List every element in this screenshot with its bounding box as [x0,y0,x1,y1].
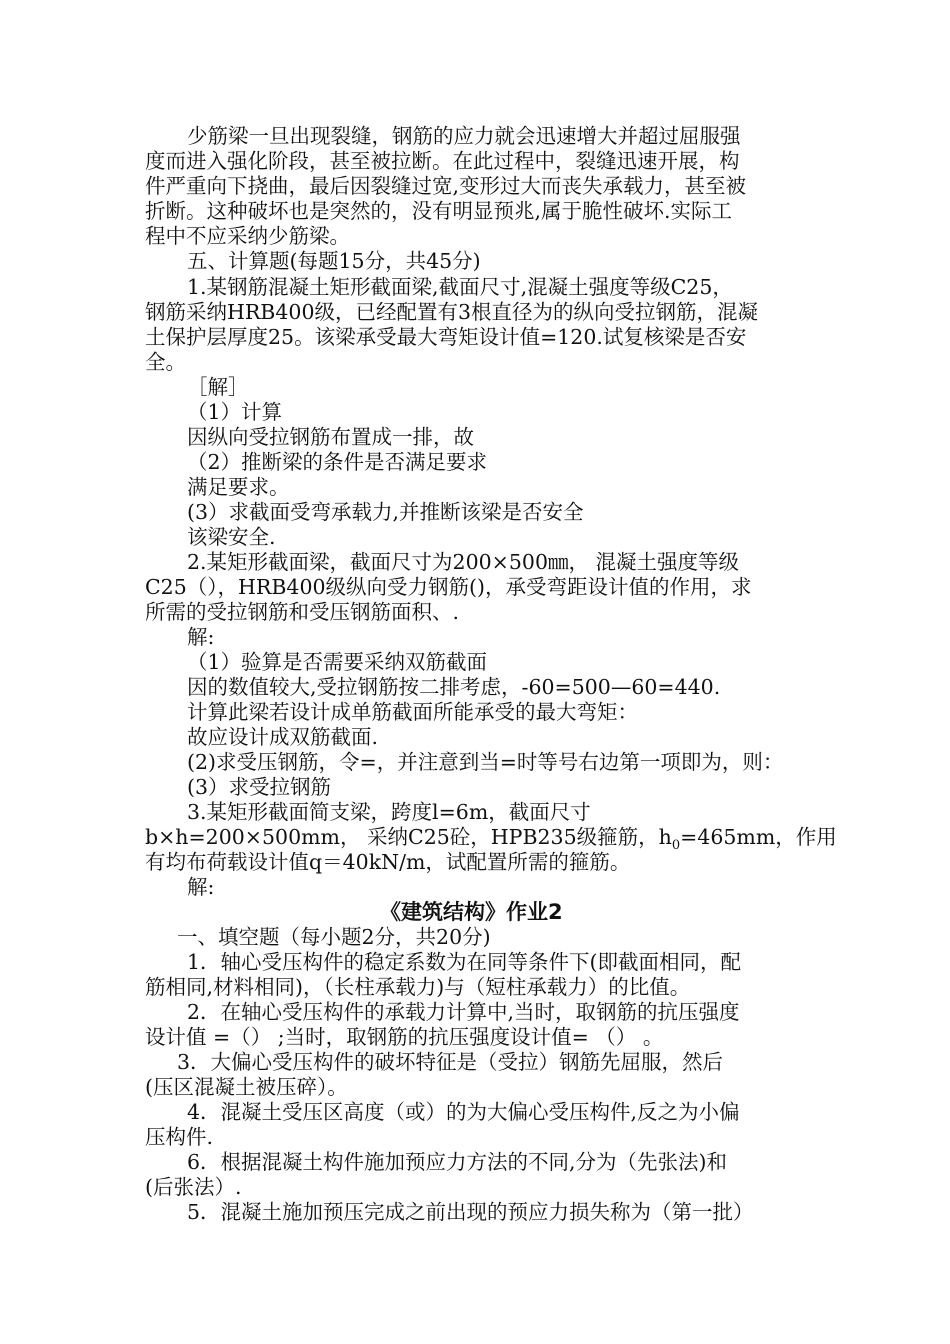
solution-line: （1）计算 [187,400,283,424]
question-line: 2.某矩形截面梁，截面尺寸为200×500㎜， 混凝土强度等级 [187,550,740,574]
solution-line: 该梁安全. [187,525,276,549]
question-line: 钢筋采纳HRB400级，已经配置有3根直径为的纵向受拉钢筋，混凝 [145,300,759,324]
solution-line: ［解］ [187,375,249,399]
solution-line: （2）推断梁的条件是否满足要求 [187,450,488,474]
fill-blank-line: 设计值 =（） ;当时，取钢筋的抗压强度设计值= （） 。 [145,1025,664,1049]
paragraph-line: 少筋梁一旦出现裂缝，钢筋的应力就会迅速增大并超过屈服强 [187,124,741,148]
fill-blank-line: 压构件. [145,1125,214,1149]
question-line: 土保护层厚度25。该梁承受最大弯矩设计值=120.试复核梁是否安 [145,325,747,349]
fill-blank-line: 2．在轴心受压构件的承载力计算中,当时，取钢筋的抗压强度 [187,1000,740,1024]
paragraph-line: 件严重向下挠曲，最后因裂缝过宽,变形过大而丧失承载力，甚至被 [145,174,747,198]
fill-blank-line: (后张法）. [145,1175,242,1199]
question-line: 所需的受拉钢筋和受压钢筋面积、. [145,600,460,624]
solution-line: 计算此梁若设计成单筋截面所能承受的最大弯矩： [187,700,638,724]
solution-line: 因纵向受拉钢筋布置成一排，故 [187,425,474,449]
fill-blank-line: 6．根据混凝土构件施加预应力方法的不同,分为（先张法)和 [187,1150,728,1174]
solution-line: (3）求截面受弯承载力,并推断该梁是否安全 [187,500,584,524]
question-line: 有均布荷载设计值q＝40kN/m，试配置所需的箍筋。 [145,850,631,874]
subscript-zero: 0 [671,838,681,853]
section-heading: 一、填空题（每小题2分，共20分) [177,925,491,949]
fill-blank-line: (压区混凝土被压碎）。 [145,1075,348,1099]
paragraph-line: 程中不应采纳少筋梁。 [145,224,350,248]
fill-blank-line: 5．混凝土施加预压完成之前出现的预应力损失称为（第一批） [187,1200,754,1224]
question-line: 1.某钢筋混凝土矩形截面梁,截面尺寸,混凝土强度等级C25， [187,275,733,299]
solution-line: （1）验算是否需要采纳双筋截面 [187,650,488,674]
solution-line: 解: [187,625,215,649]
fill-blank-line: 筋相同,材料相同)，（长柱承载力)与（短柱承载力）的比值。 [145,975,691,999]
section-heading: 五、计算题(每题15分，共45分) [187,249,481,273]
question-line: 3.某矩形截面简支梁，跨度l=6m，截面尺寸 [187,800,591,824]
paragraph-line: 度而进入强化阶段，甚至被拉断。在此过程中，裂缝迅速开展，构 [145,149,740,173]
fill-blank-line: 4．混凝土受压区高度（或）的为大偏心受压构件,反之为小偏 [187,1100,740,1124]
solution-line: 因的数值较大,受拉钢筋按二排考虑，-60=500—60=440. [187,675,721,699]
question-line: 全。 [145,350,186,374]
question-text: =465mm，作用 [680,825,837,849]
assignment-title: 《建筑结构》作业2 [380,900,563,924]
solution-line: 故应设计成双筋截面. [187,725,379,749]
paragraph-line: 折断。这种破坏也是突然的，没有明显预兆,属于脆性破坏.实际工 [145,199,733,223]
fill-blank-line: 3．大偏心受压构件的破坏特征是（受拉）钢筋先屈服，然后 [177,1050,724,1074]
question-line [145,825,837,853]
solution-line: 解: [187,875,215,899]
solution-line: (2)求受压钢筋，令=，并注意到当=时等号右边第一项即为，则： [187,750,784,774]
question-line: C25（），HRB400级纵向受力钢筋()，承受弯距设计值的作用，求 [145,575,752,599]
solution-line: (3）求受拉钢筋 [187,775,332,799]
solution-line: 满足要求。 [187,475,290,499]
fill-blank-line: 1．轴心受压构件的稳定系数为在同等条件下(即截面相同，配 [187,950,742,974]
question-text: b×h=200×500mm， 采纳C25砼，HPB235级箍筋，h [145,825,672,849]
